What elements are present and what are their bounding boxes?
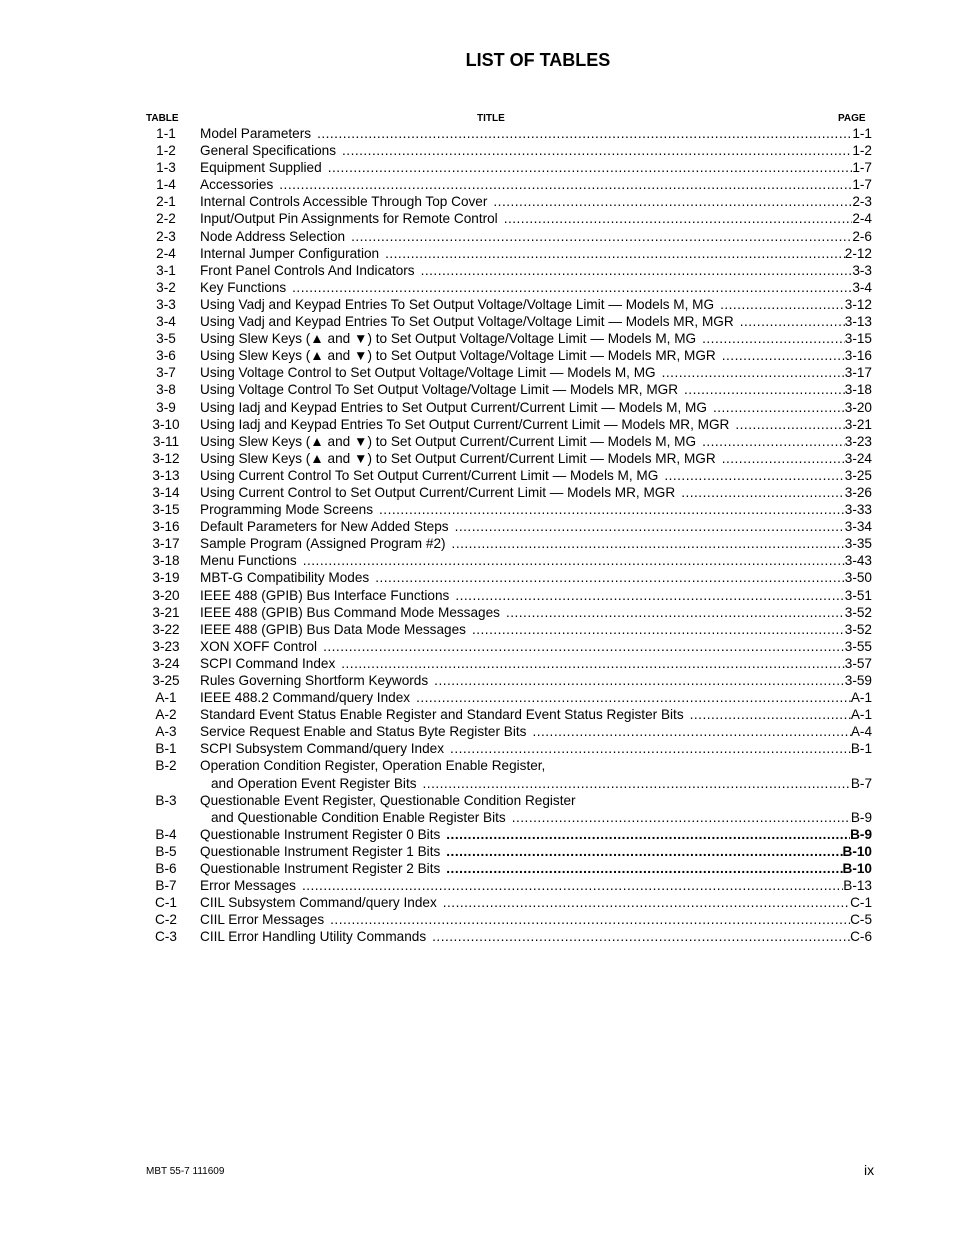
table-title: Programming Mode Screens <box>200 502 374 518</box>
entry-body <box>200 296 872 313</box>
toc-entry[interactable] <box>0 501 954 518</box>
entry-body <box>200 638 872 655</box>
entry-body <box>200 877 872 894</box>
table-title: IEEE 488 (GPIB) Bus Data Mode Messages <box>200 621 466 637</box>
table-title: Questionable Instrument Register 0 Bits <box>200 826 441 842</box>
toc-entry[interactable] <box>0 159 954 176</box>
table-number: B-3 <box>155 792 177 808</box>
entry-body <box>200 193 872 210</box>
dot-leader <box>330 911 850 928</box>
entry-body <box>200 604 872 621</box>
entry-body <box>200 279 872 296</box>
table-number: 3-25 <box>152 673 180 688</box>
toc-entry[interactable] <box>0 245 954 262</box>
page-reference: 3-12 <box>844 296 872 312</box>
dot-leader <box>421 262 853 279</box>
table-number: 3-9 <box>156 399 176 415</box>
table-number: C-1 <box>155 895 177 911</box>
page-title: LIST OF TABLES <box>465 50 611 70</box>
page-reference: 3-21 <box>844 416 872 432</box>
table-title: CIIL Subsystem Command/query Index <box>200 895 437 911</box>
entry-body <box>200 347 872 364</box>
toc-entry[interactable] <box>0 416 954 433</box>
toc-entry[interactable] <box>0 467 954 484</box>
table-number: 3-24 <box>152 655 180 671</box>
page-reference: 3-13 <box>844 314 872 330</box>
toc-entry[interactable] <box>0 894 954 911</box>
page-reference: A-1 <box>850 690 872 706</box>
dot-leader <box>341 655 845 672</box>
toc-entry[interactable] <box>0 193 954 210</box>
page-reference: 3-34 <box>844 519 872 535</box>
dot-leader <box>443 894 850 911</box>
table-title: IEEE 488 (GPIB) Bus Command Mode Messages <box>200 604 500 620</box>
toc-entry[interactable] <box>0 450 954 467</box>
table-title: Using Vadj and Keypad Entries To Set Output Voltage/Voltage Limit — Models MR, MGR <box>200 314 734 330</box>
page-reference: 3-59 <box>844 673 872 688</box>
entry-body <box>200 621 872 638</box>
entry-body <box>200 262 872 279</box>
table-number: 3-18 <box>152 553 180 569</box>
dot-leader <box>452 535 845 552</box>
toc-entry[interactable] <box>0 587 954 604</box>
table-title: IEEE 488 (GPIB) Bus Interface Functions <box>200 587 450 603</box>
table-title: Using Current Control To Set Output Current/Current Limit — Models M, MG <box>200 467 659 483</box>
page-reference: 1-1 <box>852 126 872 141</box>
toc-entry[interactable] <box>0 689 954 706</box>
entry-body <box>200 125 872 142</box>
page-reference: 1-2 <box>852 143 872 159</box>
table-title: General Specifications <box>200 143 337 159</box>
toc-entry[interactable] <box>0 296 954 313</box>
table-number: 3-10 <box>152 416 180 432</box>
table-number: 3-7 <box>156 365 176 381</box>
page-reference: 3-51 <box>844 587 872 603</box>
toc-entry[interactable] <box>0 279 954 296</box>
page-reference: 3-17 <box>844 365 872 381</box>
toc-entry[interactable] <box>0 604 954 621</box>
table-number: B-7 <box>155 878 177 894</box>
entry-body <box>200 552 872 569</box>
table-title: MBT-G Compatibility Modes <box>200 570 370 586</box>
page-reference: 2-4 <box>852 211 872 227</box>
toc-entry[interactable] <box>0 843 954 860</box>
toc-entry[interactable] <box>0 484 954 501</box>
entry-body <box>200 843 872 860</box>
table-number: 3-17 <box>152 536 180 552</box>
dot-leader <box>302 877 843 894</box>
table-title: Questionable Event Register, Questionable Condition Register <box>200 792 576 808</box>
table-title: Using Voltage Control to Set Output Voltage/Voltage Limit — Models M, MG <box>200 365 656 381</box>
table-title: Questionable Instrument Register 2 Bits <box>200 861 441 877</box>
entry-body <box>200 928 872 945</box>
dot-leader <box>662 364 845 381</box>
toc-entry[interactable] <box>0 262 954 279</box>
table-number: 3-15 <box>152 502 180 518</box>
page-reference: 3-57 <box>844 655 872 671</box>
dot-leader <box>512 809 851 826</box>
dot-leader <box>722 450 845 467</box>
page-reference: 3-4 <box>852 279 872 295</box>
page-reference: 1-7 <box>852 177 872 193</box>
toc-entry[interactable] <box>0 672 954 689</box>
page-reference: A-4 <box>850 724 872 740</box>
table-number: 2-1 <box>156 194 176 210</box>
entry-body <box>200 706 872 723</box>
table-title: and Questionable Condition Enable Register Bits <box>211 809 506 825</box>
toc-entry[interactable] <box>0 638 954 655</box>
table-list <box>0 125 954 946</box>
table-title: Using Slew Keys (▲ and ▼) to Set Output Current/Current Limit — Models MR, MGR <box>200 450 716 466</box>
dot-leader <box>385 245 845 262</box>
table-number: B-1 <box>155 741 177 757</box>
page-reference: 3-24 <box>844 450 872 466</box>
page-reference: B-7 <box>850 775 872 791</box>
table-number: 1-2 <box>156 143 176 159</box>
entry-body <box>200 142 872 159</box>
table-title: Equipment Supplied <box>200 160 322 176</box>
toc-entry[interactable] <box>0 723 954 740</box>
entry-body <box>200 587 872 604</box>
toc-entry[interactable] <box>0 364 954 381</box>
table-title: Using Slew Keys (▲ and ▼) to Set Output Voltage/Voltage Limit — Models M, MG <box>200 331 697 347</box>
toc-entry[interactable] <box>0 433 954 450</box>
entry-body <box>200 535 872 552</box>
entry-body <box>200 467 872 484</box>
page-reference: 3-23 <box>844 433 872 449</box>
table-title: Standard Event Status Enable Register and Standard Event Status Register Bits <box>200 707 684 723</box>
entry-body <box>200 911 872 928</box>
table-number: C-2 <box>155 912 177 928</box>
table-title: Questionable Instrument Register 1 Bits <box>200 843 441 859</box>
page-reference: B-10 <box>842 843 872 859</box>
entry-body <box>200 826 872 843</box>
toc-entry[interactable] <box>0 877 954 894</box>
dot-leader <box>664 467 844 484</box>
page-reference: 1-7 <box>852 160 872 176</box>
table-number: A-3 <box>155 724 177 740</box>
dot-leader <box>455 587 844 604</box>
dot-leader <box>720 296 845 313</box>
toc-entry[interactable] <box>0 330 954 347</box>
table-title: CIIL Error Handling Utility Commands <box>200 929 427 945</box>
table-number: C-3 <box>155 929 177 945</box>
dot-leader <box>690 706 851 723</box>
toc-entry[interactable] <box>0 210 954 227</box>
table-title: Front Panel Controls And Indicators <box>200 262 415 278</box>
entry-body <box>200 518 872 535</box>
dot-leader <box>684 381 845 398</box>
table-number: 2-2 <box>156 211 176 227</box>
table-title: Model Parameters <box>200 126 312 141</box>
table-title: and Operation Event Register Bits <box>211 775 417 791</box>
table-column-header: TABLE <box>146 113 179 124</box>
page-reference: B-9 <box>850 826 872 842</box>
page-reference: 3-20 <box>844 399 872 415</box>
table-number: 2-3 <box>156 228 176 244</box>
page-reference: 3-18 <box>844 382 872 398</box>
dot-leader <box>740 313 845 330</box>
table-title: Rules Governing Shortform Keywords <box>200 673 429 688</box>
page-reference: 3-26 <box>844 484 872 500</box>
dot-leader <box>681 484 845 501</box>
table-title: Using Slew Keys (▲ and ▼) to Set Output Voltage/Voltage Limit — Models MR, MGR <box>200 348 716 364</box>
entry-body <box>200 894 872 911</box>
toc-entry[interactable] <box>0 655 954 672</box>
table-number: B-5 <box>155 843 177 859</box>
page-reference: 3-55 <box>844 638 872 654</box>
toc-entry[interactable] <box>0 399 954 416</box>
table-number: 3-12 <box>152 450 180 466</box>
page-reference: B-9 <box>850 809 872 825</box>
entry-body <box>200 689 872 706</box>
toc-entry[interactable] <box>0 740 954 757</box>
table-title: Sample Program (Assigned Program #2) <box>200 536 446 552</box>
dot-leader <box>423 775 851 792</box>
toc-entry[interactable] <box>0 928 954 945</box>
page-reference: 2-3 <box>852 194 872 210</box>
table-title: SCPI Subsystem Command/query Index <box>200 741 445 757</box>
table-number: 3-13 <box>152 467 180 483</box>
table-number: 3-6 <box>156 348 176 364</box>
page-reference: 2-12 <box>844 245 872 261</box>
entry-body <box>200 450 872 467</box>
table-number: 3-20 <box>152 587 180 603</box>
table-title: IEEE 488.2 Command/query Index <box>200 690 411 706</box>
table-title: Using Voltage Control To Set Output Voltage/Voltage Limit — Models MR, MGR <box>200 382 679 398</box>
table-title: Using Slew Keys (▲ and ▼) to Set Output Current/Current Limit — Models M, MG <box>200 433 697 449</box>
table-title: Operation Condition Register, Operation Enable Register, <box>200 758 546 774</box>
page-reference: 3-3 <box>852 262 872 278</box>
dot-leader <box>450 740 851 757</box>
toc-entry[interactable] <box>0 911 954 928</box>
entry-body <box>200 655 872 672</box>
entry-body <box>200 757 872 791</box>
toc-entry[interactable] <box>0 347 954 364</box>
page-reference: B-10 <box>842 861 872 877</box>
dot-leader <box>323 638 845 655</box>
dot-leader <box>375 569 845 586</box>
toc-entry[interactable] <box>0 228 954 245</box>
page-number: ix <box>864 1162 875 1178</box>
entry-body <box>200 740 872 757</box>
dot-leader <box>446 843 842 860</box>
dot-leader <box>303 552 845 569</box>
table-title: Accessories <box>200 177 274 193</box>
page-reference: 3-16 <box>844 348 872 364</box>
document-id: MBT 55-7 111609 <box>146 1166 225 1177</box>
entry-body <box>200 399 872 416</box>
table-number: A-1 <box>155 690 177 706</box>
table-number: 3-11 <box>152 433 180 449</box>
dot-leader <box>722 347 845 364</box>
entry-body <box>200 210 872 227</box>
entry-body <box>200 484 872 501</box>
table-number: 3-1 <box>156 262 176 278</box>
entry-body <box>200 313 872 330</box>
toc-entry[interactable] <box>0 518 954 535</box>
table-title: CIIL Error Messages <box>200 912 325 928</box>
dot-leader <box>702 330 845 347</box>
page-reference: 3-52 <box>844 621 872 637</box>
page-reference: A-1 <box>850 707 872 723</box>
table-number: 3-16 <box>152 519 180 535</box>
title-column-header: TITLE <box>477 113 505 124</box>
dot-leader <box>532 723 850 740</box>
page-reference: C-5 <box>850 912 872 928</box>
table-title: Internal Jumper Configuration <box>200 245 380 261</box>
dot-leader <box>702 433 845 450</box>
table-number: 3-23 <box>152 638 180 654</box>
dot-leader <box>455 518 845 535</box>
entry-body <box>200 245 872 262</box>
table-title: XON XOFF Control <box>200 638 318 654</box>
dot-leader <box>504 210 853 227</box>
table-number: B-6 <box>155 861 177 877</box>
dot-leader <box>713 399 845 416</box>
table-number: 3-19 <box>152 570 180 586</box>
table-title: Default Parameters for New Added Steps <box>200 519 449 535</box>
page-reference: 2-6 <box>852 228 872 244</box>
page-reference: 3-33 <box>844 502 872 518</box>
table-number: 3-22 <box>152 621 180 637</box>
table-number: 2-4 <box>156 245 176 261</box>
table-number: 3-3 <box>156 296 176 312</box>
page-reference: C-6 <box>850 929 872 945</box>
table-title: SCPI Command Index <box>200 655 336 671</box>
table-title: Error Messages <box>200 878 296 894</box>
toc-entry[interactable] <box>0 826 954 843</box>
table-title: Menu Functions <box>200 553 297 569</box>
toc-entry[interactable] <box>0 552 954 569</box>
dot-leader <box>493 193 852 210</box>
toc-entry[interactable] <box>0 176 954 193</box>
toc-entry[interactable] <box>0 142 954 159</box>
table-title: Node Address Selection <box>200 228 346 244</box>
dot-leader <box>434 672 845 689</box>
entry-body <box>200 723 872 740</box>
page-reference: 3-50 <box>844 570 872 586</box>
toc-entry[interactable] <box>0 569 954 586</box>
page-reference: 3-15 <box>844 331 872 347</box>
page-reference: 3-35 <box>844 536 872 552</box>
page-reference: B-1 <box>850 741 872 757</box>
table-title: Service Request Enable and Status Byte Register Bits <box>200 724 527 740</box>
toc-entry[interactable] <box>0 621 954 638</box>
table-title: Using Current Control to Set Output Current/Current Limit — Models MR, MGR <box>200 484 676 500</box>
table-number: 3-2 <box>156 279 176 295</box>
table-number: 1-1 <box>156 126 176 141</box>
table-number: 3-5 <box>156 331 176 347</box>
table-number: 3-8 <box>156 382 176 398</box>
toc-entry[interactable] <box>0 860 954 877</box>
entry-body <box>200 569 872 586</box>
table-title: Input/Output Pin Assignments for Remote Control <box>200 211 498 227</box>
dot-leader <box>279 176 852 193</box>
entry-body <box>200 501 872 518</box>
dot-leader <box>446 860 842 877</box>
dot-leader <box>432 928 850 945</box>
dot-leader <box>351 228 852 245</box>
table-title: Using Vadj and Keypad Entries To Set Output Voltage/Voltage Limit — Models M, MG <box>200 296 715 312</box>
entry-body <box>200 381 872 398</box>
dot-leader <box>379 501 845 518</box>
dot-leader <box>292 279 852 296</box>
dot-leader <box>735 416 844 433</box>
table-title: Internal Controls Accessible Through Top Cover <box>200 194 488 210</box>
entry-body <box>200 792 872 826</box>
toc-entry[interactable] <box>0 125 954 142</box>
toc-entry[interactable] <box>0 792 954 826</box>
page-column-header: PAGE <box>838 113 866 124</box>
entry-body <box>200 330 872 347</box>
dot-leader <box>446 826 850 843</box>
toc-entry[interactable] <box>0 706 954 723</box>
toc-entry[interactable] <box>0 381 954 398</box>
table-number: B-2 <box>155 758 177 774</box>
table-number: 1-4 <box>156 177 176 193</box>
entry-body <box>200 416 872 433</box>
dot-leader <box>342 142 852 159</box>
table-title: Key Functions <box>200 279 287 295</box>
dot-leader <box>328 159 853 176</box>
toc-entry[interactable] <box>0 313 954 330</box>
table-number: 1-3 <box>156 160 176 176</box>
page-reference: C-1 <box>850 895 872 911</box>
entry-body <box>200 364 872 381</box>
dot-leader <box>472 621 845 638</box>
toc-entry[interactable] <box>0 757 954 791</box>
page-reference: B-13 <box>843 878 872 894</box>
entry-body <box>200 433 872 450</box>
dot-leader <box>506 604 845 621</box>
page-reference: 3-52 <box>844 604 872 620</box>
page-reference: 3-25 <box>844 467 872 483</box>
dot-leader <box>416 689 851 706</box>
page-reference: 3-43 <box>844 553 872 569</box>
entry-body <box>200 176 872 193</box>
dot-leader <box>317 125 852 142</box>
entry-body <box>200 228 872 245</box>
table-number: 3-21 <box>152 604 180 620</box>
entry-body <box>200 159 872 176</box>
table-number: 3-4 <box>156 314 176 330</box>
toc-entry[interactable] <box>0 535 954 552</box>
table-title: Using Iadj and Keypad Entries To Set Output Current/Current Limit — Models MR, MGR <box>200 416 730 432</box>
entry-body <box>200 860 872 877</box>
entry-body <box>200 672 872 689</box>
table-title: Using Iadj and Keypad Entries to Set Output Current/Current Limit — Models M, MG <box>200 399 707 415</box>
table-number: B-4 <box>155 826 177 842</box>
table-number: A-2 <box>155 707 177 723</box>
table-number: 3-14 <box>152 484 180 500</box>
